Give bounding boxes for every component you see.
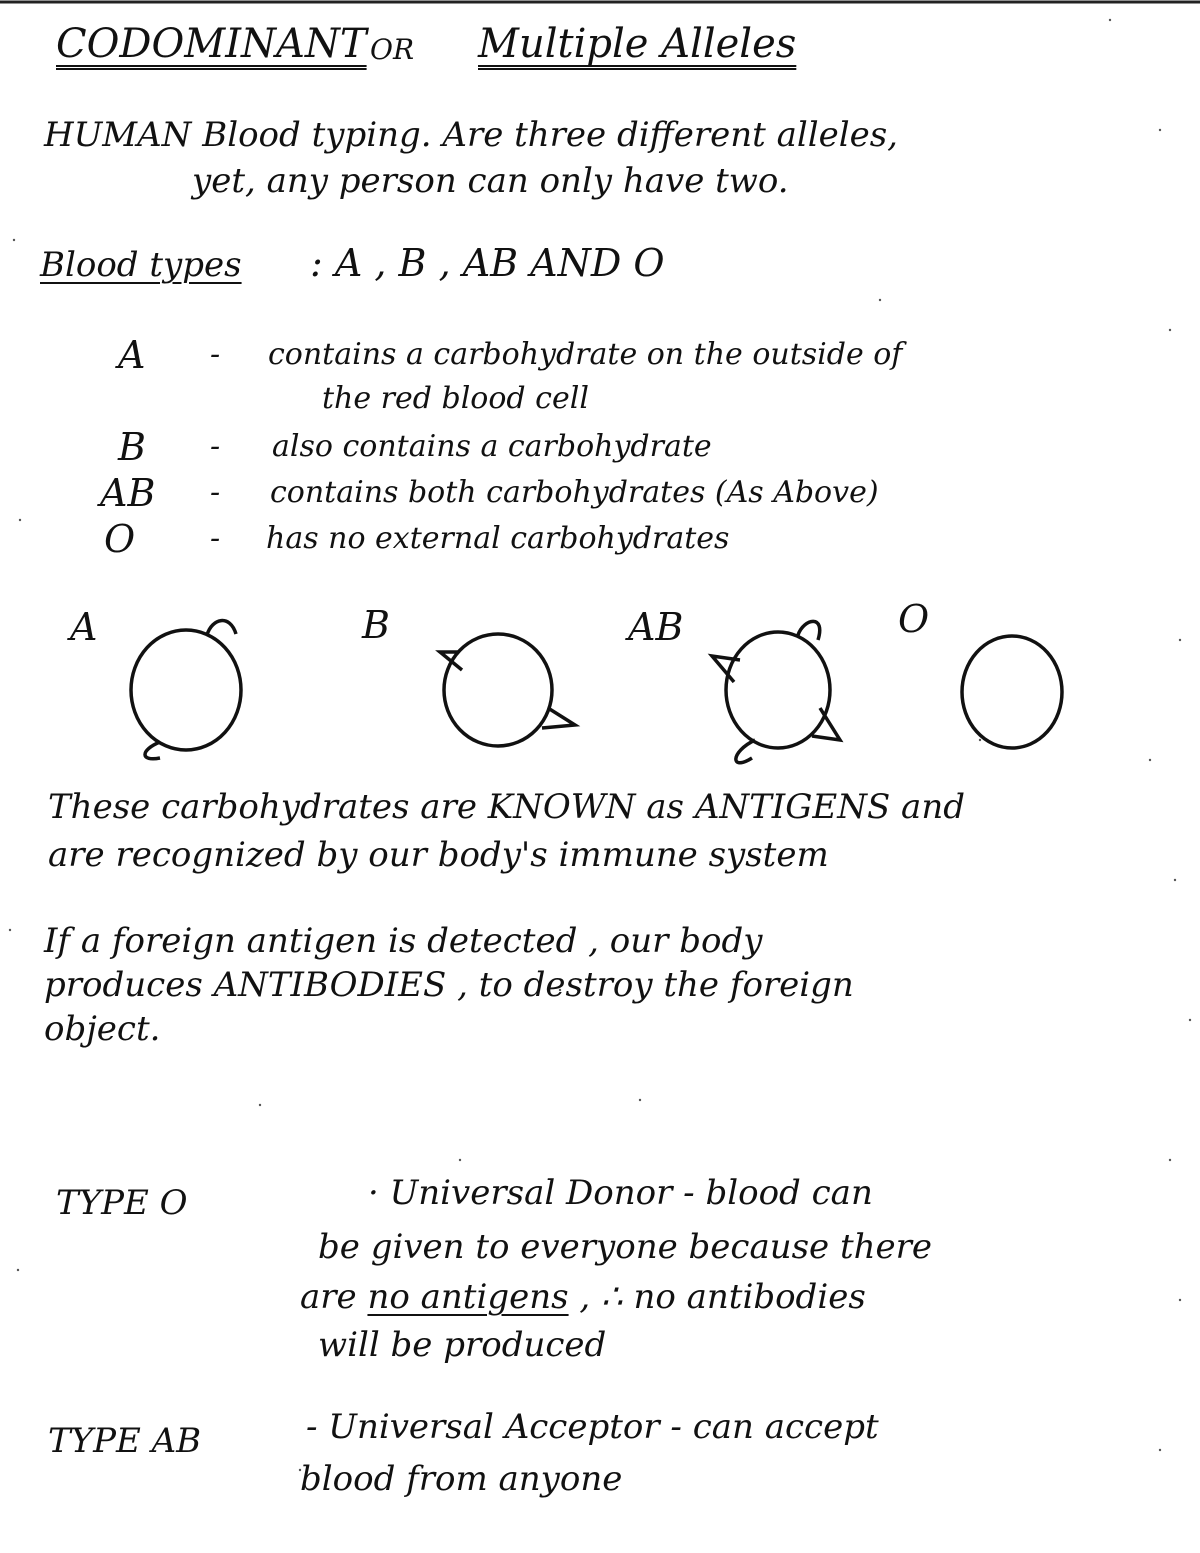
def-symbol-o: O bbox=[104, 517, 136, 561]
def-dash-ab: - bbox=[210, 475, 221, 510]
heading-multiple-alleles: Multiple Alleles bbox=[478, 21, 797, 67]
cell-ab-drawing bbox=[712, 621, 840, 762]
def-symbol-a: A bbox=[118, 333, 146, 377]
antibodies-line-3: object. bbox=[44, 1009, 161, 1049]
antigen-ab-bottom bbox=[736, 740, 755, 763]
antigen-b-left bbox=[440, 652, 462, 670]
def-text-o: has no external carbohydrates bbox=[266, 521, 730, 556]
def-text-a: contains a carbohydrate on the outside of bbox=[268, 337, 903, 372]
antigens-line-2: are recognized by our body's immune system bbox=[48, 835, 829, 875]
def-dash-o: - bbox=[210, 521, 221, 556]
type-o-line-3-end: , ∴ no antibodies bbox=[568, 1277, 866, 1317]
def-symbol-ab: AB bbox=[100, 471, 156, 515]
type-o-line-1: · Universal Donor - blood can bbox=[368, 1173, 873, 1213]
type-o-label: TYPE O bbox=[56, 1183, 188, 1223]
intro-line-2: yet, any person can only have two. bbox=[192, 161, 789, 201]
cell-b-drawing bbox=[440, 634, 575, 746]
type-o-line-4: will be produced bbox=[318, 1325, 607, 1365]
type-o-line-3 bbox=[300, 1277, 866, 1317]
def-text-b: also contains a carbohydrate bbox=[272, 429, 712, 464]
type-o-line-3-start: are bbox=[300, 1277, 368, 1317]
def-dash-a: - bbox=[210, 337, 221, 372]
def-dash-b: - bbox=[210, 429, 221, 464]
blood-cell-diagrams bbox=[0, 590, 1200, 790]
antigen-a-top bbox=[207, 621, 236, 635]
heading-left bbox=[56, 21, 367, 67]
cell-label-o: O bbox=[898, 597, 930, 641]
antigens-line-1: These carbohydrates are KNOWN as ANTIGENS and bbox=[48, 787, 965, 827]
cell-drawings bbox=[0, 590, 1200, 790]
def-text-a-cont: the red blood cell bbox=[322, 381, 589, 416]
type-ab-line-1: - Universal Acceptor - can accept bbox=[306, 1407, 879, 1447]
def-text-ab: contains both carbohydrates (As Above) bbox=[270, 475, 879, 510]
type-o-line-2: be given to everyone because there bbox=[318, 1227, 933, 1267]
type-o-no-antigens: no antigens bbox=[367, 1277, 569, 1317]
cell-label-a: A bbox=[70, 605, 98, 649]
antibodies-line-1: If a foreign antigen is detected , our body bbox=[44, 921, 763, 961]
type-ab-line-2: blood from anyone bbox=[300, 1459, 623, 1499]
def-symbol-b: B bbox=[118, 425, 146, 469]
cell-label-b: B bbox=[362, 603, 390, 647]
blood-types-heading: Blood types bbox=[40, 245, 242, 285]
antigen-a-bottom bbox=[145, 742, 160, 759]
heading-or: OR bbox=[370, 33, 415, 66]
blood-types-list: : A , B , AB AND O bbox=[310, 241, 665, 285]
cell-o-drawing bbox=[962, 636, 1062, 748]
cell-a-drawing bbox=[131, 621, 241, 759]
blood-types-label bbox=[40, 245, 242, 285]
heading-right bbox=[478, 21, 797, 67]
cell-label-ab: AB bbox=[628, 605, 684, 649]
antibodies-line-2: produces ANTIBODIES , to destroy the foreign bbox=[44, 965, 854, 1005]
type-ab-label: TYPE AB bbox=[48, 1421, 202, 1461]
heading-codominant: CODOMINANT bbox=[56, 21, 367, 67]
intro-line-1: HUMAN Blood typing. Are three different alleles, bbox=[44, 115, 898, 155]
